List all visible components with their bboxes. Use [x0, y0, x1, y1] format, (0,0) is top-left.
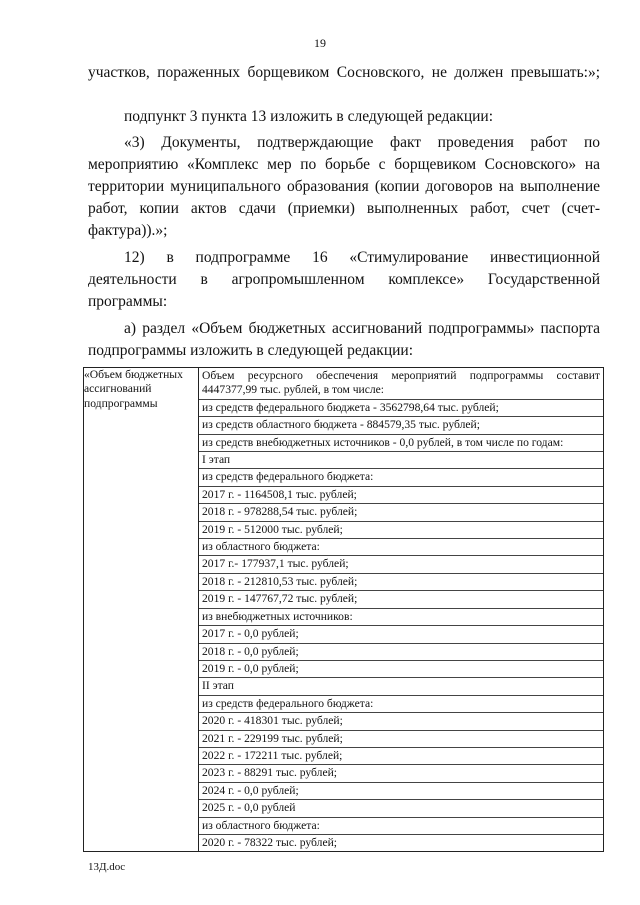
- table-left-label: «Объем бюджетных ассигнований подпрограммы: [84, 368, 199, 852]
- paragraph-3: «3) Документы, подтверждающие факт проведения работ по мероприятию «Комплекс мер по борьбе с борщевиком Сосновского» на территории муниципального образования (копии договоров на выполнение работ, копии актов сдачи (приемки) выполненных работ, счет (счет-фактура)).»;: [88, 134, 600, 239]
- table-line: 2021 г. - 229199 тыс. рублей;: [199, 731, 603, 748]
- paragraph-4: 12) в подпрограмме 16 «Стимулирование инвестиционной деятельности в агропромышленном комплексе» Государственной программы:: [88, 249, 600, 310]
- table-line: 2023 г. - 88291 тыс. рублей;: [199, 765, 603, 782]
- table-line: 2018 г. - 0,0 рублей;: [199, 644, 603, 661]
- table-line: II этап: [199, 678, 603, 695]
- page-number: 19: [314, 36, 326, 50]
- table-line: Объем ресурсного обеспечения мероприятий подпрограммы составит 4447377,99 тыс. рублей, в том числе:: [199, 368, 603, 400]
- table-line: 2018 г. - 212810,53 тыс. рублей;: [199, 574, 603, 591]
- paragraph-2: подпункт 3 пункта 13 изложить в следующей редакции:: [124, 108, 494, 125]
- paragraph-1-line: участков, пораженных борщевиком Сосновского, не должен превышать:»;: [88, 64, 600, 81]
- table-line: 2022 г. - 172211 тыс. рублей;: [199, 748, 603, 765]
- table-line: из средств федерального бюджета:: [199, 696, 603, 713]
- table-line: 2017 г.- 177937,1 тыс. рублей;: [199, 556, 603, 573]
- table-line: из внебюджетных источников:: [199, 609, 603, 626]
- table-line: 2018 г. - 978288,54 тыс. рублей;: [199, 504, 603, 521]
- table-line: из средств федерального бюджета - 3562798,64 тыс. рублей;: [199, 400, 603, 417]
- table-line: 2019 г. - 512000 тыс. рублей;: [199, 522, 603, 539]
- table-line: 2025 г. - 0,0 рублей: [199, 800, 603, 817]
- table-line: из областного бюджета:: [199, 539, 603, 556]
- table-line: 2020 г. - 418301 тыс. рублей;: [199, 713, 603, 730]
- table-line: 2017 г. - 0,0 рублей;: [199, 626, 603, 643]
- footer-filename: 13Д.doc: [88, 861, 126, 873]
- table-rows: [199, 368, 603, 851]
- table-line: 2019 г. - 147767,72 тыс. рублей;: [199, 591, 603, 608]
- table-line: из средств областного бюджета - 884579,35 тыс. рублей;: [199, 417, 603, 434]
- table-line: из средств федерального бюджета:: [199, 469, 603, 486]
- table-line: 2019 г. - 0,0 рублей;: [199, 661, 603, 678]
- table-line: I этап: [199, 452, 603, 469]
- table-line: 2020 г. - 78322 тыс. рублей;: [202, 835, 338, 849]
- table-row: [84, 368, 604, 852]
- table-line: 2017 г. - 1164508,1 тыс. рублей;: [199, 487, 603, 504]
- table-line: из средств внебюджетных источников - 0,0 рублей, в том числе по годам:: [199, 435, 603, 452]
- paragraph-5: а) раздел «Объем бюджетных ассигнований подпрограммы» паспорта подпрограммы изложить в следующей редакции:: [88, 320, 600, 359]
- table-line: из областного бюджета:: [199, 818, 603, 835]
- table-right-cell: [199, 368, 604, 852]
- budget-table: [83, 367, 604, 852]
- table-line: 2024 г. - 0,0 рублей;: [199, 783, 603, 800]
